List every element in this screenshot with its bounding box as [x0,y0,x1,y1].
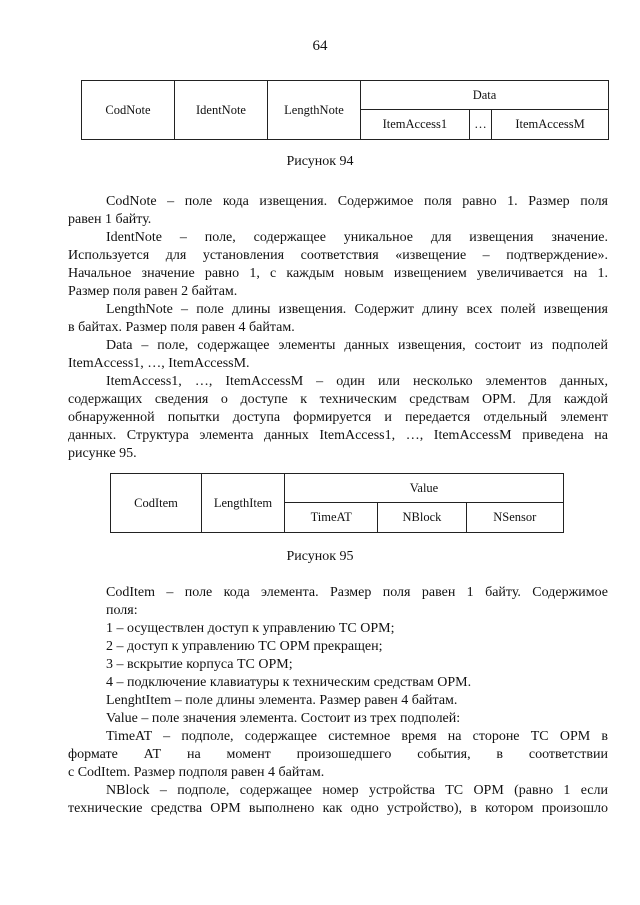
figure-94-table [81,80,609,140]
text-line: LengthNote – поле длины извещения. Содержит длину всех полей извещения [106,302,608,317]
text-line: Используется для установления соответствия «извещение – подтверждение». [68,248,608,263]
subfield-itemaccessm: ItemAccessM [492,110,609,140]
field-lengthitem: LengthItem [202,474,285,533]
text-line: 4 – подключение клавиатуры к техническим средствам ОРМ. [106,675,472,690]
field-identnote: IdentNote [175,81,268,140]
subfield-timeat: TimeAT [285,503,378,533]
text-line: ItemAccess1, …, ItemAccessM. [68,356,250,371]
text-line: поля: [106,603,138,618]
text-line: ItemAccess1, …, ItemAccessM – один или несколько элементов данных, [106,374,608,389]
text-line: Размер поля равен 2 байтам. [68,284,238,299]
figure-94-caption: Рисунок 94 [286,154,354,169]
field-codnote: CodNote [82,81,175,140]
field-lengthnote: LengthNote [268,81,361,140]
figure-95-table [110,473,564,533]
figure-95-caption: Рисунок 95 [286,549,354,564]
subfield-nblock: NBlock [378,503,466,533]
text-line: LenghtItem – поле длины элемента. Размер равен 4 байтам. [106,693,458,708]
text-line: рисунке 95. [68,446,137,461]
text-line: TimeAT – подполе, содержащее системное время на стороне ТС ОРМ в [106,729,608,744]
text-line: обнаруженной попытки доступа формируется и передается отдельный элемент [68,410,608,425]
subfield-itemaccess1: ItemAccess1 [361,110,470,140]
text-line: CodItem – поле кода элемента. Размер поля равен 1 байту. Содержимое [106,585,608,600]
field-value: Value [285,474,564,503]
text-line: NBlock – подполе, содержащее номер устройства ТС ОРМ (равно 1 если [106,783,608,798]
page-number: 64 [312,38,328,54]
text-line: CodNote – поле кода извещения. Содержимое поля равно 1. Размер поля [106,194,608,209]
text-line: в байтах. Размер поля равен 4 байтам. [68,320,295,335]
subfield-ellipsis: … [469,110,491,140]
field-data: Data [361,81,609,110]
text-line: Начальное значение равно 1, с каждым новым извещением увеличивается на 1. [68,266,608,281]
text-line: Data – поле, содержащее элементы данных извещения, состоит из подполей [106,338,608,353]
subfield-nsensor: NSensor [466,503,563,533]
text-line: 3 – вскрытие корпуса ТС ОРМ; [106,657,293,672]
text-line: IdentNote – поле, содержащее уникальное для извещения значение. [106,230,608,245]
text-line: с CodItem. Размер подполя равен 4 байтам. [68,765,325,780]
text-line: данных. Структура элемента данных ItemAccess1, …, ItemAccessM приведена на [68,428,608,443]
text-line: Value – поле значения элемента. Состоит из трех подполей: [106,711,461,726]
text-line: равен 1 байту. [68,212,152,227]
text-line: формате АТ на момент произошедшего события, в соответствии [68,747,608,762]
text-line: содержащих сведения о доступе к техническим средствам ОРМ. Для каждой [68,392,608,407]
text-line: 2 – доступ к управлению ТС ОРМ прекращен; [106,639,383,654]
text-line: технические средства ОРМ выполнено как одно устройство), в котором произошло [68,801,608,816]
text-line: 1 – осуществлен доступ к управлению ТС ОРМ; [106,621,395,636]
field-coditem: CodItem [111,474,202,533]
